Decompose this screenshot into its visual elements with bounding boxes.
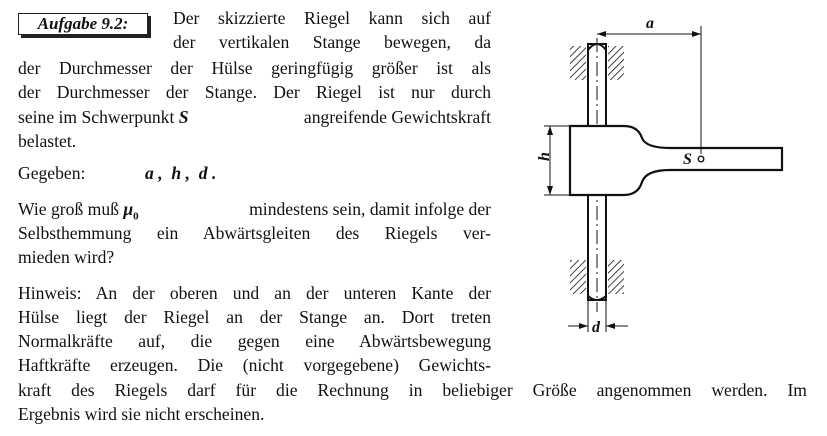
hint-line-1: Hinweis: An der oberen und an der unteren Kante der xyxy=(18,283,491,303)
mu-symbol: μ xyxy=(123,199,134,219)
intro-line-5 xyxy=(18,107,491,127)
question-line-1-part-a: Wie groß muß $\mu_0$ xyxy=(18,199,139,223)
intro-line-1: Der skizzierte Riegel kann sich auf xyxy=(173,8,491,28)
task-label: Aufgabe 9.2: xyxy=(18,13,148,35)
dim-a-arrow-left xyxy=(597,31,606,37)
dim-d-arrow-left xyxy=(579,323,588,329)
wall-hatch-top-right xyxy=(608,46,624,80)
hint-line-3: Normalkräfte auf, die gegen eine Abwärtsbewegung xyxy=(18,331,491,351)
question-line-2: Selbsthemmung ein Abwärtsgleiten des Riegels ver- xyxy=(18,223,491,243)
given-label: Gegeben: xyxy=(18,163,86,183)
intro-line-3: der Durchmesser der Hülse geringfügig größer ist als xyxy=(18,58,491,78)
wall-hatch-bottom-right xyxy=(608,260,624,294)
centroid-label: S xyxy=(683,151,692,168)
hint-line-6: Ergebnis wird sie nicht erscheinen. xyxy=(18,404,265,424)
wall-hatch-top-left xyxy=(570,46,586,80)
mu-subscript: 0 xyxy=(133,210,139,223)
latch-body xyxy=(570,126,782,195)
intro-line-5-part-b: angreifende Gewichtskraft xyxy=(303,107,491,127)
hint-line-5: kraft des Riegels darf für die Rechnung in beliebiger Größe angenommen werden. Im xyxy=(18,380,807,400)
intro-line-6: belastet. xyxy=(18,131,77,151)
dim-h-arrow-top xyxy=(547,126,553,135)
dim-d-label: d xyxy=(592,319,600,336)
latch-figure xyxy=(520,0,820,340)
hint-line-2: Hülse liegt der Riegel an der Stange an. Dort treten xyxy=(18,307,491,327)
dim-a-arrow-right xyxy=(692,31,701,37)
intro-line-4: der Durchmesser der Stange. Der Riegel ist nur durch xyxy=(18,82,491,102)
dim-h-label: h xyxy=(536,152,553,161)
hint-line-4: Haftkräfte erzeugen. Die (nicht vorgegebene) Gewichts- xyxy=(18,355,491,375)
intro-line-2: der vertikalen Stange bewegen, da xyxy=(173,32,491,52)
centroid-marker xyxy=(698,156,704,162)
given-values: a , h , d . xyxy=(145,163,217,183)
intro-line-5-part-a: seine im Schwerpunkt S xyxy=(18,107,189,127)
dim-a-label: a xyxy=(646,15,654,32)
dim-h-arrow-bottom xyxy=(547,186,553,195)
question-line-1-part-b: mindestens sein, damit infolge der xyxy=(249,199,491,219)
s-symbol: S xyxy=(178,107,189,127)
question-line-3: mieden wird? xyxy=(18,247,115,267)
wall-hatch-bottom-left xyxy=(570,260,586,294)
dim-d-arrow-right xyxy=(606,323,615,329)
